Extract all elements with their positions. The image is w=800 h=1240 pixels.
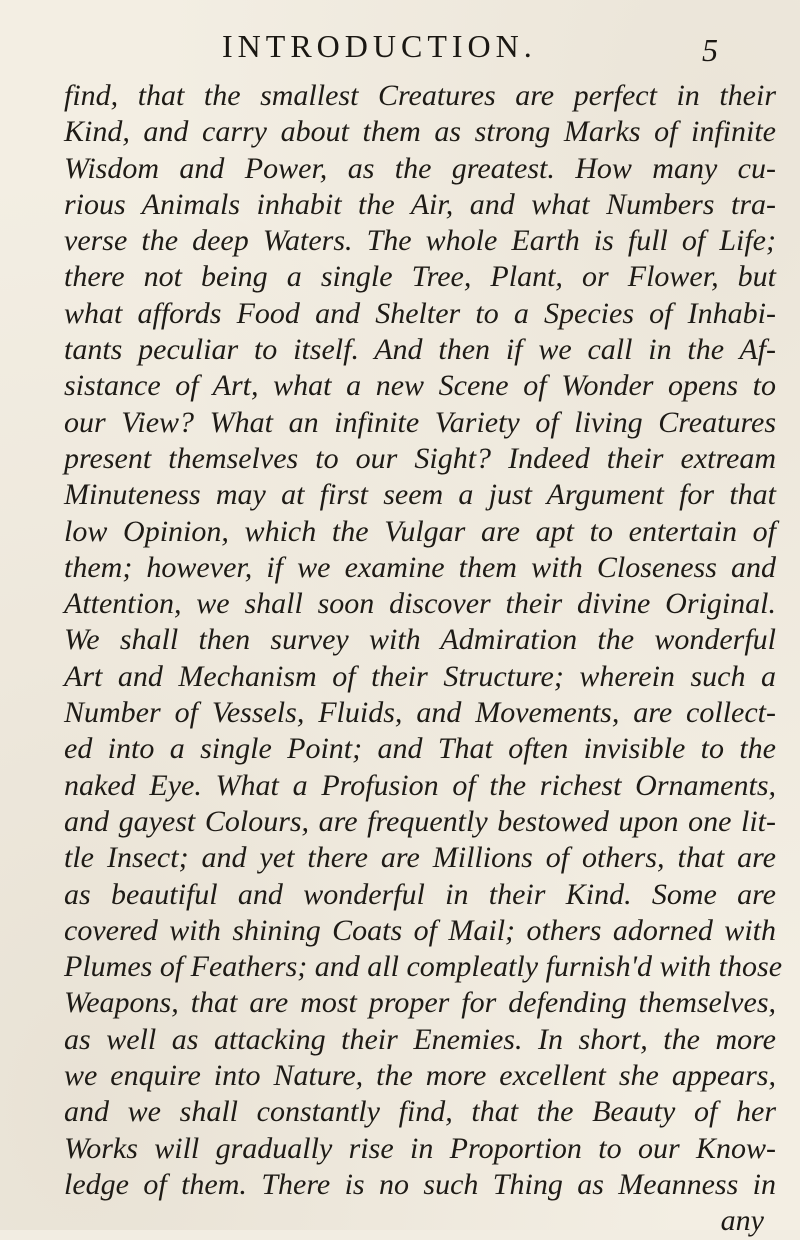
catchword: any [720, 1204, 764, 1238]
text-line: sistance of Art, what a new Scene of Wonder opens to [64, 369, 776, 403]
text-line: Kind, and carry about them as strong Marks of infinite [64, 115, 776, 149]
text-line: we enquire into Nature, the more excellent she appears, [64, 1059, 776, 1093]
text-line: and we shall constantly find, that the Beauty of her [64, 1095, 776, 1129]
text-line: verse the deep Waters. The whole Earth is full of Life; [64, 224, 776, 258]
body-text [64, 78, 783, 1240]
text-line: Wisdom and Power, as the greatest. How many cu- [64, 151, 776, 185]
text-line: Minuteness may at first seem a just Argument for that [64, 478, 776, 512]
text-line: tle Insect; and yet there are Millions of others, that are [64, 841, 776, 875]
text-line: low Opinion, which the Vulgar are apt to entertain of [64, 514, 776, 548]
text-line: what affords Food and Shelter to a Species of Inhabi- [64, 296, 776, 330]
text-line: Number of Vessels, Fluids, and Movements, are collect- [64, 696, 776, 730]
running-head [0, 22, 800, 70]
text-line: Art and Mechanism of their Structure; wherein such a [64, 659, 776, 693]
text-line: covered with shining Coats of Mail; others adorned with [64, 913, 776, 947]
text-line: ed into a single Point; and That often invisible to the [64, 732, 776, 766]
text-line: Weapons, that are most proper for defending themselves, [64, 986, 776, 1020]
text-line: as well as attacking their Enemies. In short, the more [64, 1022, 776, 1056]
text-line: present themselves to our Sight? Indeed their extream [64, 441, 776, 475]
text-line: Attention, we shall soon discover their divine Original. [64, 587, 776, 621]
text-line: We shall then survey with Admiration the wonderful [64, 623, 776, 657]
running-title: INTRODUCTION. [222, 28, 537, 64]
text-line: them; however, if we examine them with Closeness and [64, 550, 776, 584]
text-line: rious Animals inhabit the Air, and what Numbers tra- [64, 187, 776, 221]
text-line: and gayest Colours, are frequently bestowed upon one lit- [64, 804, 776, 838]
text-line: naked Eye. What a Profusion of the richest Ornaments, [64, 768, 776, 802]
text-line: there not being a single Tree, Plant, or Flower, but [64, 260, 776, 294]
text-line: as beautiful and wonderful in their Kind. Some are [64, 877, 776, 911]
text-line: ledge of them. There is no such Thing as Meanness in [64, 1167, 776, 1201]
text-line: Plumes of Feathers; and all compleatly furnish'd with those [64, 950, 783, 984]
page-number: 5 [702, 32, 718, 68]
text-line: find, that the smallest Creatures are perfect in their [64, 79, 776, 112]
text-line: tants peculiar to itself. And then if we call in the Af- [64, 333, 776, 367]
text-line: our View? What an infinite Variety of living Creatures [64, 405, 776, 439]
text-line: Works will gradually rise in Proportion to our Know- [64, 1131, 776, 1165]
